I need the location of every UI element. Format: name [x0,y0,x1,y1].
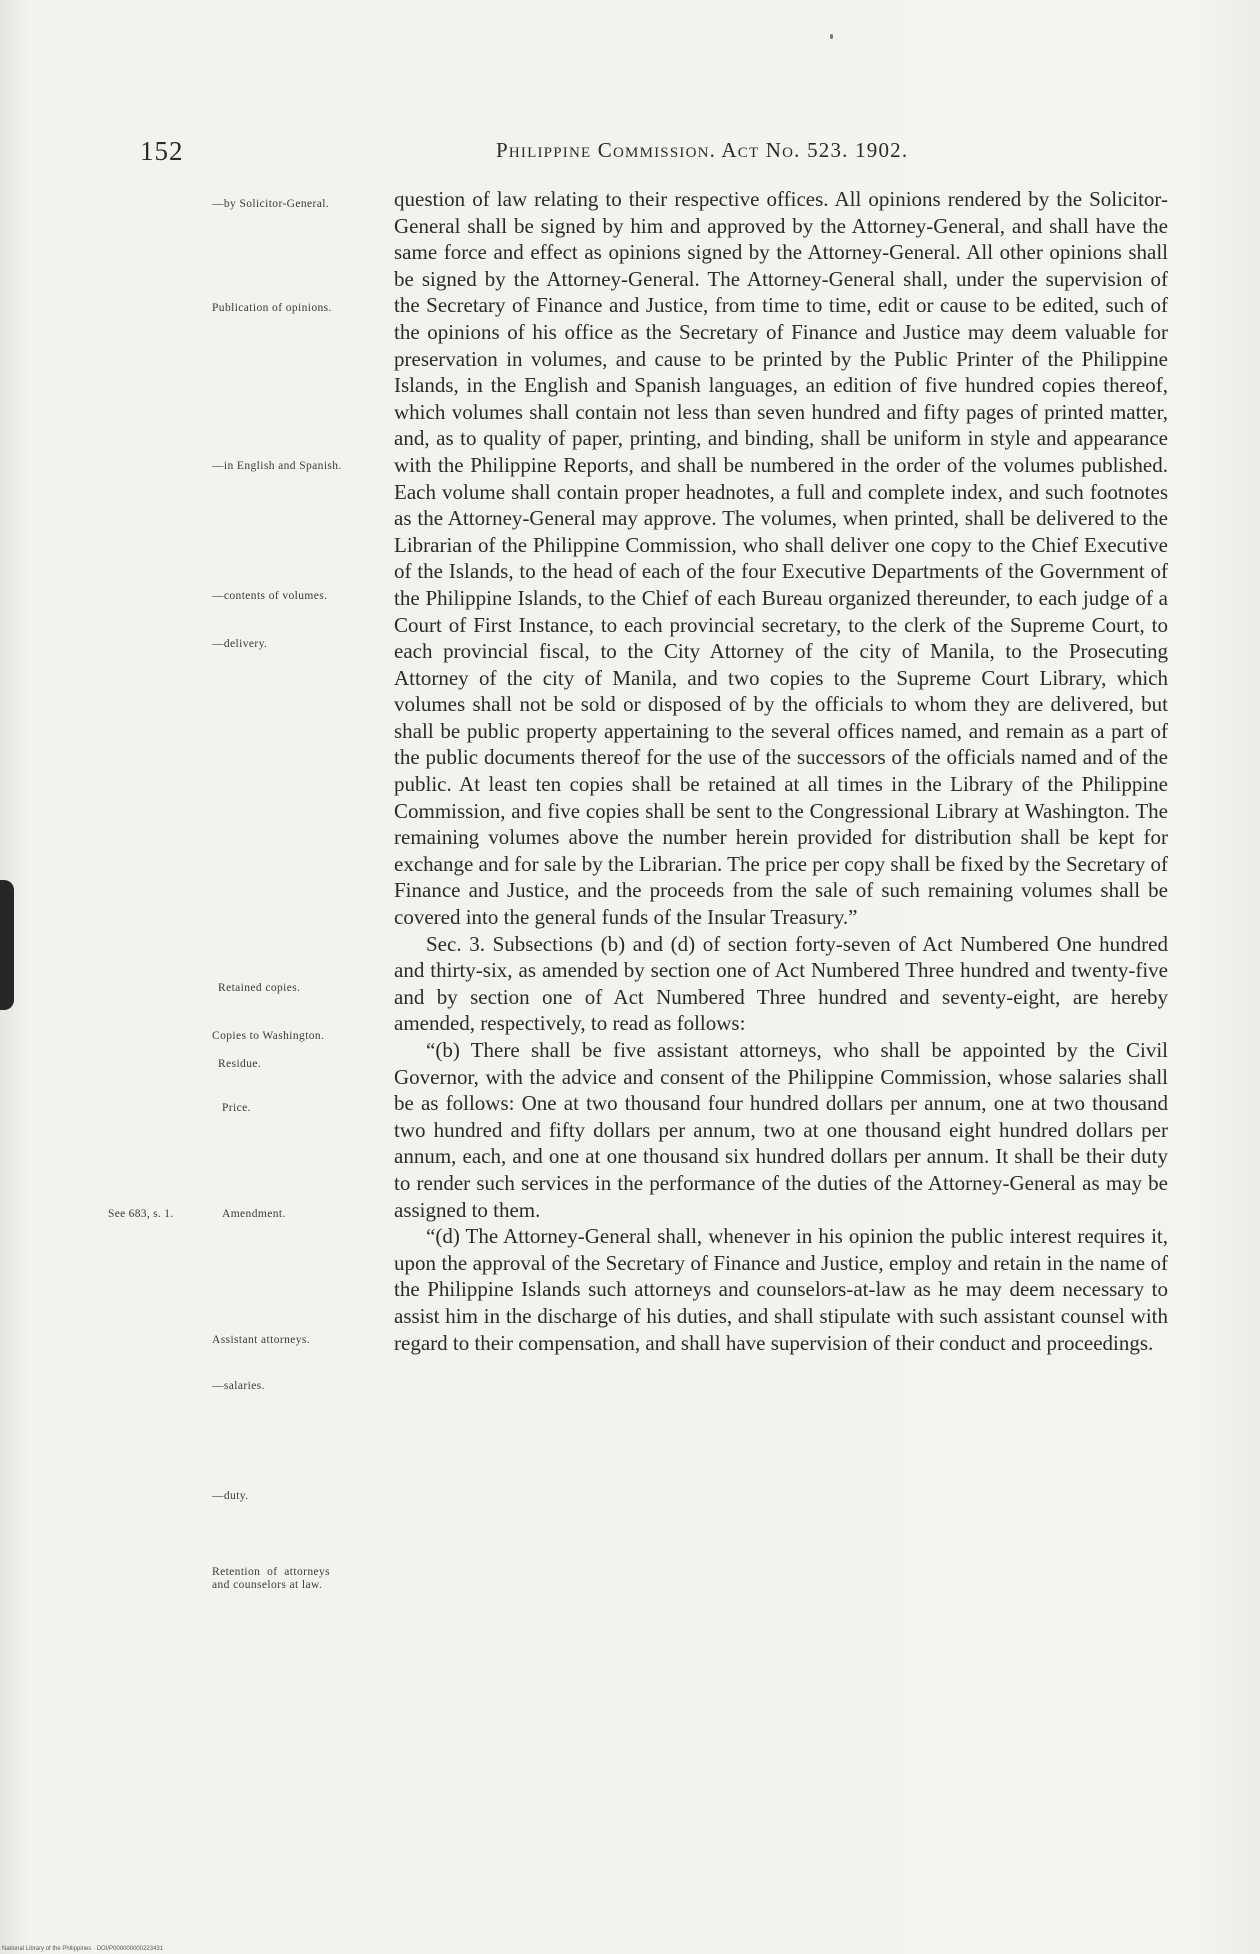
paragraph-section-3: Sec. 3. Subsections (b) and (d) of section forty-seven of Act Numbered One hundred and thirty-six, as amended by section one of Act Numbered Three hundred and twenty-five and by section one of Act Numbered Three hundred and seventy-eight, are hereby amended, respectively, to read as follows: [394,931,1168,1036]
running-head: Philippine Commission. Act No. 523. 1902. [496,138,909,162]
margin-note-retention-of-attorneys: Retention of attorneys and counselors at law. [212,1566,330,1591]
margin-note-in-english-and-spanish: —in English and Spanish. [212,460,342,472]
margin-note-publication-of-opinions: Publication of opinions. [212,302,332,314]
margin-note-by-solicitor-general: —by Solicitor-General. [212,198,330,210]
margin-note-contents-of-volumes: —contents of volumes. [212,590,328,602]
margin-note-delivery: —delivery. [212,638,268,650]
paragraph-subsection-d: “(d) The Attorney-General shall, whenever in his opinion the public interest requires it, upon the approval of the Secretary of Finance and Justice, employ and retain in the name of the Philippine Islands such attorneys and counselors-at-law as he may deem necessary to assist him in the discharge of his duties, and shall stipulate with such assistant counsel with regard to their compensation, and shall have supervision of their conduct and proceedings. [394,1224,1168,1355]
margin-note-amendment: Amendment. [222,1208,286,1220]
margin-note-salaries: —salaries. [212,1380,265,1392]
margin-note-price: Price. [222,1102,251,1114]
paper-speck [830,34,833,39]
margin-note-copies-to-washington: Copies to Washington. [212,1030,325,1042]
margin-note-assistant-attorneys: Assistant attorneys. [212,1334,311,1346]
scan-credit: National Library of the Philippines · DOI/P000000000223431 [2,1946,164,1952]
margin-note-duty: —duty. [212,1490,249,1502]
page-number: 152 [140,136,184,166]
binding-shadow [0,880,14,1010]
page-header [140,136,1180,176]
paragraph-subsection-b: “(b) There shall be five assistant attorneys, who shall be appointed by the Civil Governor, with the advice and consent of the Philippine Commission, whose salaries shall be as follows: One at two thousand four hundred dollars per annum, one at two thousand two hundred and fifty dollars per annum, two at one thousand eight hundred dollars per annum, each, and one at one thousand six hundred dollars per annum. It shall be their duty to render such services in the performance of the duties of the Attorney-General as may be assigned to them. [394,1038,1168,1222]
margin-note-retained-copies: Retained copies. [218,982,301,994]
margin-note-residue: Residue. [218,1058,262,1070]
main-text [394,186,1168,1356]
paragraph-opinions: question of law relating to their respective offices. All opinions rendered by the Solicitor-General shall be signed by him and approved by the Attorney-General, and shall have the same force and effect as opinions signed by the Attorney-General. All other opinions shall be signed by the Attorney-General. The Attorney-General shall, under the supervision of the Secretary of Finance and Justice, from time to time, edit or cause to be edited, such of the opinions of his office as the Secretary of Finance and Justice may deem valuable for preservation in volumes, and cause to be printed by the Public Printer of the Philippine Islands, in the English and Spanish languages, an edition of five hundred copies thereof, which volumes shall contain not less than seven hundred and fifty pages of printed matter, and, as to quality of paper, printing, and binding, shall be uniform in style and appearance with the Philippine Reports, and shall be numbered in the order of the volumes published. Each volume shall contain proper headnotes, a full and complete index, and such footnotes as the Attorney-General may approve. The volumes, when printed, shall be delivered to the Librarian of the Philippine Commission, who shall deliver one copy to the Chief Executive of the Islands, to the head of each of the four Executive Departments of the Government of the Philippine Islands, to the Chief of each Bureau organized thereunder, to each judge of a Court of First Instance, to each provincial secretary, to the clerk of the Supreme Court, to each provincial fiscal, to the City Attorney of the city of Manila, to the Prosecuting Attorney of the city of Manila, and two copies to the Supreme Court Library, which volumes shall not be sold or disposed of by the officials to whom they are delivered, but shall be public property appertaining to the several offices named, and remain as a part of the public documents thereof for the use of the successors of the officials named and of the public. At least ten copies shall be retained at all times in the Library of the Philippine Commission, and five copies shall be sent to the Congressional Library at Washington. The remaining volumes above the number herein provided for distribution shall be kept for exchange and for sale by the Librarian. The price per copy shall be fixed by the Secretary of Finance and Justice, and the proceeds from the sale of such remaining volumes shall be covered into the general funds of the Insular Treasury.” [394,187,1168,930]
margin-note-see-reference: See 683, s. 1. [108,1208,174,1220]
